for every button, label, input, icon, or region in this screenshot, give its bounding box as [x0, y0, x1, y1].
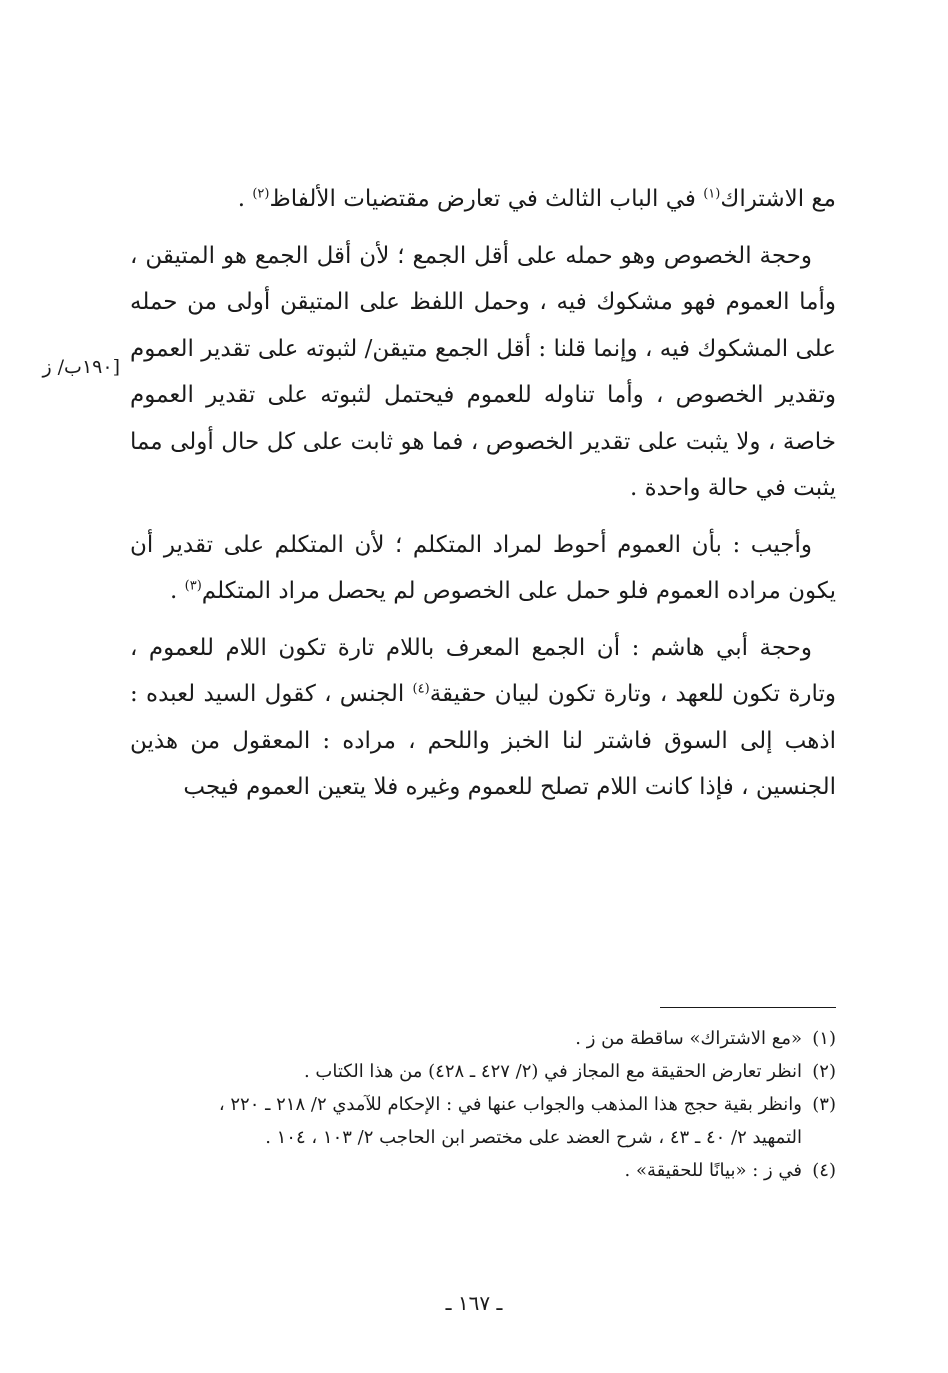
paragraph-2: وحجة الخصوص وهو حمله على أقل الجمع ؛ لأن أقل الجمع هو المتيقن ، وأما العموم فهو مشكوك فيه ، وحمل اللفظ على المتيقن أولى من حمله على المشكوك فيه ، وإنما قلنا : أقل الجمع متيقن/ لثبوته على تقدير العموم وتقدير الخصوص ، وأما تناوله للعموم فيحتمل لثبوته على تقدير العموم خاصة ، ولا يثبت على تقدير الخصوص ، فما هو ثابت على كل حال أولى مما يثبت في حالة واحدة . — [130, 242, 836, 501]
paragraph-3 — [130, 522, 836, 615]
footnote-text: في ز : «بيانًا للحقيقة» . — [624, 1160, 802, 1181]
paragraph-1 — [130, 176, 836, 223]
footnote-3-continuation: التمهيد ٢/ ٤٠ ـ ٤٣ ، شرح العضد على مختصر ابن الحاجب ٢/ ١٠٣ ، ١٠٤ . — [265, 1127, 802, 1148]
paragraph-4-text-a: وحجة أبي هاشم : أن الجمع المعرف باللام تارة تكون اللام للعموم ، وتارة تكون للعهد ، وتارة تكون لبيان حقيقة — [130, 634, 836, 707]
footnote-1 — [130, 1022, 836, 1055]
footnote-3 — [130, 1088, 836, 1121]
paragraph-4-text-b: الجنس ، كقول السيد لعبده : اذهب إلى السوق فاشتر لنا الخبز واللحم ، مراده : المعقول من هذين الجنسين ، فإذا كانت اللام تصلح للعموم وغيره فلا يتعين العموم فيجب — [130, 681, 836, 800]
footnote-ref-4: (٤) — [412, 681, 430, 697]
paragraph-3-text-a: وأجيب : بأن العموم أحوط لمراد المتكلم ؛ لأن المتكلم على تقدير أن يكون مراده العموم فلو حمل على الخصوص لم يحصل مراد المتكلم — [130, 531, 836, 604]
footnote-text: انظر تعارض الحقيقة مع المجاز في (٢/ ٤٢٧ ـ ٤٢٨) من هذا الكتاب . — [303, 1061, 802, 1082]
footnotes — [130, 1022, 836, 1187]
footnote-divider — [660, 1007, 836, 1008]
paragraph-1-text-b: في الباب الثالث في تعارض مقتضيات الألفاظ — [269, 186, 704, 212]
paragraph-3-text-b: . — [170, 578, 185, 604]
paragraph-1-text-c: . — [237, 186, 253, 212]
footnote-4 — [130, 1154, 836, 1187]
paragraph-1-text-a: مع الاشتراك — [720, 186, 836, 212]
footnote-number: (٤) — [812, 1160, 836, 1181]
manuscript-margin-note: [١٩٠ب/ ز — [42, 356, 120, 378]
footnote-text: وانظر بقية حجج هذا المذهب والجواب عنها في : الإحكام للآمدي ٢/ ٢١٨ ـ ٢٢٠ ، — [218, 1094, 802, 1115]
footnote-text: «مع الاشتراك» ساقطة من ز . — [575, 1028, 802, 1049]
footnote-ref-2: (٢) — [252, 186, 270, 202]
footnote-ref-1: (١) — [703, 186, 721, 202]
footnote-number: (٣) — [812, 1094, 836, 1115]
footnote-number: (١) — [812, 1028, 836, 1049]
footnote-2 — [130, 1055, 836, 1088]
footnote-ref-3: (٣) — [184, 578, 202, 594]
page-number: ـ ١٦٧ ـ — [445, 1291, 503, 1315]
footnote-number: (٢) — [812, 1061, 836, 1082]
paragraph-4 — [130, 625, 836, 811]
main-text — [130, 176, 836, 811]
